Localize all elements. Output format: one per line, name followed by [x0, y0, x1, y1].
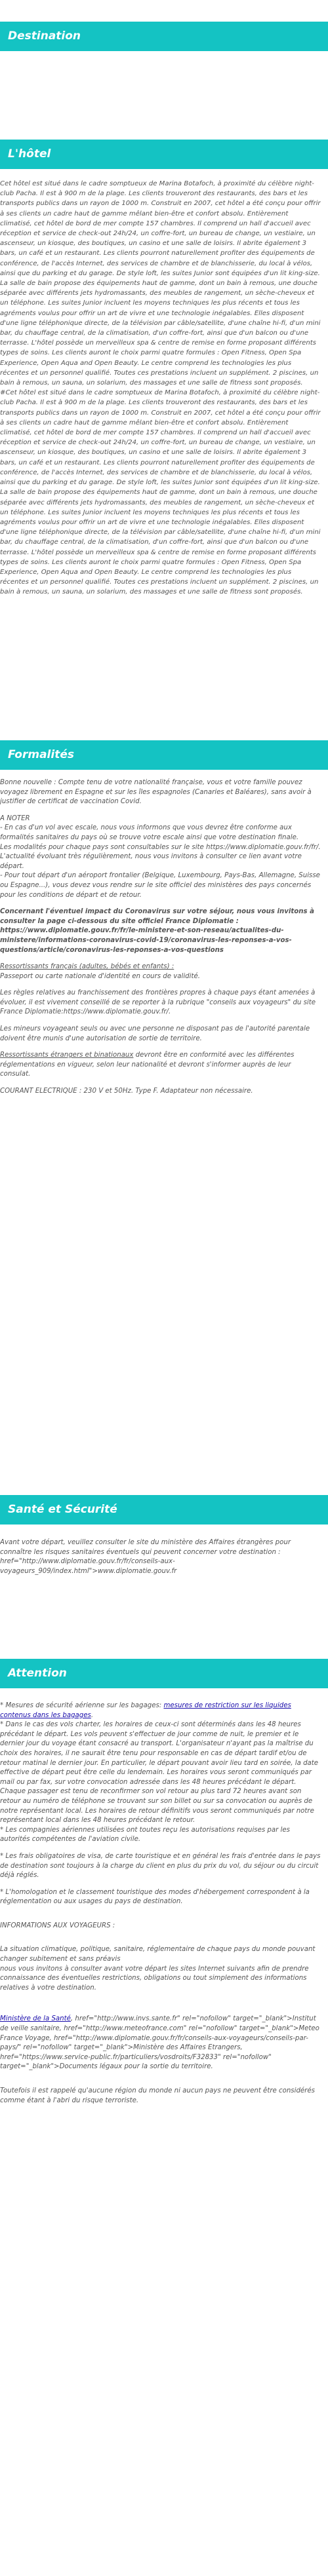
destination-title: Destination — [8, 29, 81, 43]
attention-p2: * Dans le cas des vols charter, les horaires de ceux-ci sont déterminés dans les 48 heures précédant le départ. Les vols peuvent s'effectuer de jour comme de nuit, le premier et le dernier jour du voyage étant consacré au transport. L'organisateur n'ayant pas la maîtrise du choix des horaires, il ne saurait être tenu pour responsable en cas de départ tardif et/ou de retour matinal le dernier jour. En particulier, le départ pouvant avoir lieu tard en soirée, la date effective de départ peut être celle du lendemain. Les horaires vous seront communiqués par mail ou par fax, sur votre convocation adressée dans les 48 heures précédant le départ. Chaque passager est tenu de reconfirmer son vol retour au plus tard 72 heures avant son retour au numéro de téléphone se trouvant sur son billet ou sur sa convocation ou auprès de notre représentant local. Les horaires de retour définitifs vous seront communiqués par notre représentant local dans les 48 heures précédant le retour. * Les compagnies aériennes utilisées ont toutes reçu les autorisations requises par les autorités compétentes de l'aviation civile. — [0, 1721, 319, 1844]
attention-p4: * L'homologation et le classement touristique des modes d'hébergement correspondent à la réglementation ou aux usages du pays de destination. — [0, 1888, 310, 1906]
destination-header — [0, 22, 328, 51]
liquids-restriction-link[interactable]: mesures de restriction sur les liquides contenus dans les bagages — [0, 1702, 291, 1719]
attention-p7-text: , href="http://www.invs.sante.fr" rel="nofollow" target="_blank">Institut de veille sanitaire, href="http://www.meteofrance.com" rel="nofollow" target="_blank">Meteo France Voyage, href="http://www.diplomatie.gouv.fr/fr/conseils-aux-voyageurs/conseils-par-pays/" rel="nofollow" target="_blank">Ministère des Affaires Etrangers, href="https://www.service-public.fr/particuliers/vosdroits/F32833" rel="nofollow" target="_blank">Documents légaux pour la sortie du territoire. — [0, 2015, 319, 2071]
formalites-p4-text: Passeport ou carte nationale d'identité en cours de validité. — [0, 972, 200, 980]
hotel-header — [0, 140, 328, 169]
attention-header — [0, 1659, 328, 1688]
formalites-p7 — [0, 1051, 321, 1080]
sante-content — [0, 1538, 321, 1576]
formalites-title: Formalités — [8, 748, 74, 761]
formalites-content — [0, 778, 321, 1097]
formalites-p3: Concernant l'éventuel impact du Coronavirus sur votre séjour, nous vous invitons à consulter la page ci-dessous du site officiel France Diplomatie : https://www.diplomatie.gouv.fr/fr/le-ministere-et-son-reseau/actualites-du-ministere/informations-coronavirus-covid-19/coronavirus-les-reponses-a-vos-questions/article/coronavirus-les-reponses-a-vos-questions — [0, 908, 314, 954]
ministere-sante-link[interactable]: Ministère de la Santé — [0, 2015, 71, 2023]
attention-p1-suffix: . — [91, 1711, 94, 1719]
formalites-p4 — [0, 962, 321, 981]
formalites-p4-label: Ressortissants français (adultes, bébés et enfants) : — [0, 963, 174, 971]
formalites-header — [0, 740, 328, 770]
attention-content — [0, 1701, 321, 2106]
formalites-p5: Les règles relatives au franchissement des frontières propres à chaque pays étant amenées à évoluer, il est vivement conseillé de se reporter à la rubrique "conseils aux voyageurs" du site France Diplomatie:https://www.diplomatie.gouv.fr/. — [0, 989, 316, 1016]
hotel-title: L'hôtel — [8, 147, 51, 161]
attention-title: Attention — [8, 1667, 67, 1680]
hotel-description — [0, 179, 321, 597]
attention-p1-prefix: * Mesures de sécurité aérienne sur les bagages: — [0, 1702, 164, 1709]
attention-p3: * Les frais obligatoires de visa, de carte touristique et en général les frais d'entrée dans le pays de destination sont toujours à la charge du client en plus du prix du vol, du séjour ou du circuit déjà réglés. — [0, 1852, 321, 1880]
attention-p5: INFORMATIONS AUX VOYAGEURS : — [0, 1922, 115, 1929]
formalites-p2: A NOTER - En cas d'un vol avec escale, nous vous informons que vous devrez être conforme aux formalités sanitaires du pays où se trouve votre escale ainsi que votre destination finale. Les modalités pour chaque pays sont consultables sur le site https://www.diplomatie.gouv.fr/fr/. L'actualité évoluant très régulièrement, nous vous invitons à consulter ce lien avant votre départ. - Pour tout départ d'un aéroport frontalier (Belgique, Luxembourg, Pays-Bas, Allemagne, Suisse ou Espagne...), vous devez vous rendre sur le site officiel des ministères des pays concernés pour les conditions de départ et de retour. — [0, 814, 321, 899]
attention-p7 — [0, 2015, 321, 2072]
formalites-p7-label: Ressortissants étrangers et binationaux — [0, 1051, 134, 1059]
attention-p6: La situation climatique, politique, sanitaire, réglementaire de chaque pays du monde pouvant changer subitement et sans préavis nous vous invitons à consulter avant votre départ les sites Internet suivants afin de prendre connaissance des éventuelles restrictions, obligations ou tout simplement des informations relatives à votre destination. — [0, 1946, 316, 1992]
formalites-p8: COURANT ELECTRIQUE : 230 V et 50Hz. Type F. Adaptateur non nécessaire. — [0, 1088, 253, 1095]
attention-p1 — [0, 1701, 321, 1720]
sante-body: Avant votre départ, veuillez consulter le site du ministère des Affaires étrangères pour connaître les risques sanitaires éventuels qui peuvent concerner votre destination : href="http://www.diplomatie.gouv.fr/fr/conseils-aux-voyageurs_909/index.html">www.diplomatie.gouv.fr — [0, 1539, 291, 1575]
formalites-p7-text: devront être en conformité avec les différentes réglementations en vigueur, selon leur nationalité et devront s'informer auprès de leur consulat. — [0, 1051, 295, 1078]
formalites-p1: Bonne nouvelle : Compte tenu de votre nationalité française, vous et votre famille pouvez voyagez librement en Espagne et sur les îles espagnoles (Canaries et Baléares), sans avoir à justifier de certificat de vaccination Covid. — [0, 779, 312, 806]
formalites-p6: Les mineurs voyageant seuls ou avec une personne ne disposant pas de l'autorité parentale doivent être munis d'une autorisation de sortie de territoire. — [0, 1025, 310, 1042]
sante-title: Santé et Sécurité — [8, 1503, 117, 1516]
hotel-body: Cet hôtel est situé dans le cadre somptueux de Marina Botafoch, à proximité du célèbre night-club Pacha. Il est à 900 m de la plage. Les clients trouveront des restaurants, des bars et les transports publics dans un rayon de 1000 m. Construit en 2007, cet hôtel a été conçu pour offrir à ses clients un cadre haut de gamme mêlant bien-être et confort absolu. Entièrement climatisé, cet hôtel de bord de mer compte 157 chambres. Il comprend un hall d'accueil avec réception et service de check-out 24h/24, un coffre-fort, un bureau de change, un vestiaire, un ascenseur, un kiosque, des boutiques, un casino et une salle de loisirs. Il abrite également 3 bars, un café et un restaurant. Les clients pourront naturellement profiter des équipements de conférence, de l'accès Internet, des services de chambre et de blanchisserie, du local à vélos, ainsi que du parking et du garage. De style loft, les suites Junior sont équipées d'un lit king-size. La salle de bain propose des équipements haut de gamme, dont un bain à remous, une douche séparée avec différents jets hydromassants, des meubles de rangement, un sèche-cheveux et un téléphone. Les suites Junior incluent les moyens techniques les plus récents et tous les agréments voulus pour offrir un art de vivre et une technologie inégalables. Elles disposent d'une ligne téléphonique directe, de la télévision par câble/satellite, d'une chaîne hi-fi, d'un mini bar, du chauffage central, de la climatisation, d'un coffre-fort, ainsi que d'un balcon ou d'une terrasse. L'hôtel possède un merveilleux spa & centre de remise en forme proposant différents types de soins. Les clients auront le choix parmi quatre formules : Open Fitness, Open Spa Experience, Open Aqua and Open Beauty. Le centre comprend les technologies les plus récentes et un personnel qualifié. Toutes ces prestations incluent un supplément. 2 piscines, un bain à remous, un sauna, un solarium, des massages et une salle de fitness sont proposés. #Cet hôtel est situé dans le cadre somptueux de Marina Botafoch, à proximité du célèbre night-club Pacha. Il est à 900 m de la plage. Les clients trouveront des restaurants, des bars et les transports publics dans un rayon de 1000 m. Construit en 2007, cet hôtel a été conçu pour offrir à ses clients un cadre haut de gamme mêlant bien-être et confort absolu. Entièrement climatisé, cet hôtel de bord de mer compte 157 chambres. Il comprend un hall d'accueil avec réception et service de check-out 24h/24, un coffre-fort, un bureau de change, un vestiaire, un ascenseur, un kiosque, des boutiques, un casino et une salle de loisirs. Il abrite également 3 bars, un café et un restaurant. Les clients pourront naturellement profiter des équipements de conférence, de l'accès Internet, des services de chambre et de blanchisserie, du local à vélos, ainsi que du parking et du garage. De style loft, les suites Junior sont équipées d'un lit king-size. La salle de bain propose des équipements haut de gamme, dont un bain à remous, une douche séparée avec différents jets hydromassants, des meubles de rangement, un sèche-cheveux et un téléphone. Les suites Junior incluent les moyens techniques les plus récents et tous les agréments voulus pour offrir un art de vivre et une technologie inégalables. Elles disposent d'une ligne téléphonique directe, de la télévision par câble/satellite, d'une chaîne hi-fi, d'un mini bar, du chauffage central, de la climatisation, d'un coffre-fort, ainsi que d'un balcon ou d'une terrasse. L'hôtel possède un merveilleux spa & centre de remise en forme proposant différents types de soins. Les clients auront le choix parmi quatre formules : Open Fitness, Open Spa Experience, Open Aqua and Open Beauty. Le centre comprend les technologies les plus récentes et un personnel qualifié. Toutes ces prestations incluent un supplément. 2 piscines, un bain à remous, un sauna, un solarium, des massages et une salle de fitness sont proposés. — [0, 180, 321, 596]
attention-p8: Toutefois il est rappelé qu'aucune région du monde ni aucun pays ne peuvent être considérés comme étant à l'abri du risque terroriste. — [0, 2087, 315, 2104]
sante-header — [0, 1495, 328, 1525]
